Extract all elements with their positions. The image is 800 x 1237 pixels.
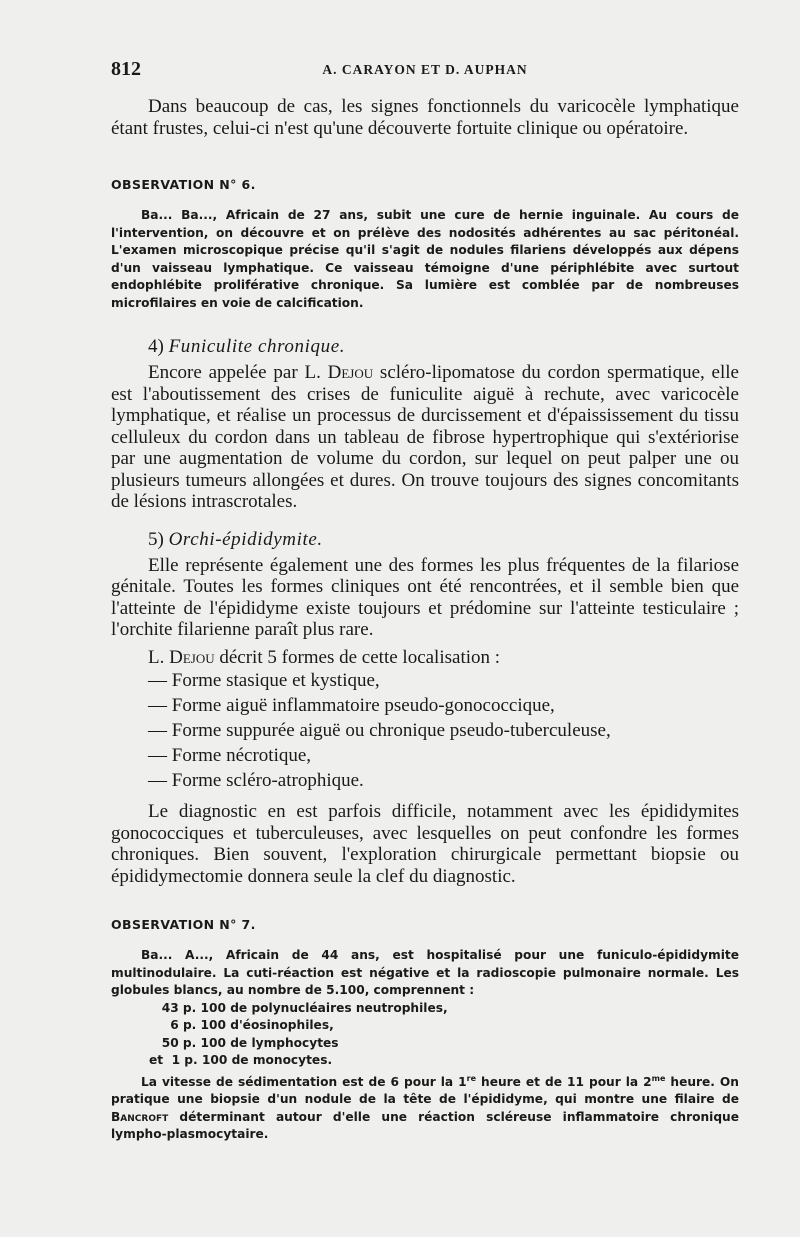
observation-7-text-2 <box>111 1070 739 1144</box>
form-item: — Forme scléro-atrophique. <box>148 770 364 791</box>
section-5-paragraph-2: Le diagnostic en est parfois difficile, notamment avec les épididymites gonococciques et tuberculeuses, avec lesquelles on peut confondre les formes chroniques. Bien souvent, l'exploration chirurgicale permettant biopsie ou épididymectomie donnera seule la clef du diagnostic. <box>111 801 739 887</box>
count-row: 50 p. 100 de lymphocytes <box>149 1035 339 1050</box>
observation-6-heading: OBSERVATION N° 6. <box>111 177 256 192</box>
form-item: — Forme stasique et kystique, <box>148 670 380 691</box>
page-content <box>111 96 739 1144</box>
section-5-heading <box>111 529 739 551</box>
section-5-title: Orchi-épididymite. <box>168 528 323 550</box>
count-row: 6 p. 100 d'éosinophiles, <box>149 1018 334 1032</box>
count-row: et 1 p. 100 de monocytes. <box>149 1053 333 1067</box>
form-item: — Forme suppurée aiguë ou chronique pseudo-tuberculeuse, <box>148 720 611 741</box>
running-title: A. CARAYON ET D. AUPHAN <box>322 62 528 77</box>
page-header <box>111 58 739 82</box>
blood-count-list <box>111 1000 739 1070</box>
section-4-title: Funiculite chronique. <box>168 336 346 357</box>
author-dejou-2: Dejou <box>169 646 215 668</box>
section-4-text-rest: scléro-lipomatose du cordon spermatique, elle est l'aboutissement des crises de funiculite aiguë à rechute, avec varicocèle lymphatique, et réalise un processus de durcissement et d'épaississement du tissu celluleux du cordon dans un tableau de fibrose hypertrophique qui s'extériorise par une augmentation de volume du cordon, sur lequel on peut palper une ou plusieurs tumeurs allongées et dures. On trouve toujours des signes concomitants de lésions intrascrotales. <box>111 362 739 512</box>
obs7-t1: La vitesse de sédimentation est de 6 pour la 1 <box>141 1074 467 1089</box>
page-number: 812 <box>111 58 141 80</box>
author-dejou: Dejou <box>327 362 374 383</box>
count-row: 43 p. 100 de polynucléaires neutrophiles, <box>149 1000 448 1015</box>
obs7-t2: heure et de 11 pour la 2 <box>476 1074 652 1089</box>
author-bancroft: Bancroft <box>111 1109 169 1124</box>
intro-paragraph: Dans beaucoup de cas, les signes fonctionnels du varicocèle lymphatique étant frustes, celui-ci n'est qu'une découverte fortuite clinique ou opératoire. <box>111 96 739 139</box>
obs7-t4: déterminant autour d'elle une réaction scléreuse inflammatoire chronique lympho-plasmocytaire. <box>111 1109 739 1142</box>
section-5-paragraph-1: Elle représente également une des formes les plus fréquentes de la filariose génitale. Toutes les formes cliniques ont été rencontrées, et il semble bien que l'atteinte de l'épididyme existe toujours et prédomine sur l'atteinte testiculaire ; l'orchite filarienne paraît plus rare. <box>111 554 739 640</box>
section-4-number: 4) <box>148 336 164 357</box>
list-intro-rest: décrit 5 formes de cette localisation : <box>214 646 501 668</box>
section-4-text-start: Encore appelée par L. <box>148 362 328 383</box>
form-item: — Forme aiguë inflammatoire pseudo-gonococcique, <box>148 695 555 716</box>
observation-7-text: Ba... A..., Africain de 44 ans, est hospitalisé pour une funiculo-épididymite multinodulaire. La cuti-réaction est négative et la radioscopie pulmonaire normale. Les globules blancs, au nombre de 5.100, comprennent : <box>111 948 739 997</box>
section-5-list-intro <box>111 647 739 669</box>
obs7-sup1: re <box>466 1073 477 1083</box>
obs7-t3: heure. On pratique une biopsie d'un nodule de la tête de l'épididyme, qui montre une filaire de <box>111 1074 739 1107</box>
section-5-number: 5) <box>148 528 164 550</box>
observation-6-text: Ba... Ba..., Africain de 27 ans, subit une cure de hernie inguinale. Au cours de l'intervention, on découvre et on prélève des nodosités adhérentes au sac péritonéal. L'examen microscopique précise qu'il s'agit de nodules filariens développés aux dépens d'un vaisseau lymphatique. Ce vaisseau témoigne d'une périphlébite avec surtout endophlébite proliférative chronique. Sa lumière est comblée par de nombreuses microfilaires en voie de calcification. <box>111 208 739 310</box>
list-intro-start: L. <box>148 646 170 668</box>
obs7-sup2: me <box>651 1073 666 1083</box>
section-4-paragraph <box>111 362 739 513</box>
form-item: — Forme nécrotique, <box>148 745 312 766</box>
observation-7-heading: OBSERVATION N° 7. <box>111 917 256 932</box>
section-4-heading <box>111 336 739 358</box>
forms-list <box>111 668 739 793</box>
